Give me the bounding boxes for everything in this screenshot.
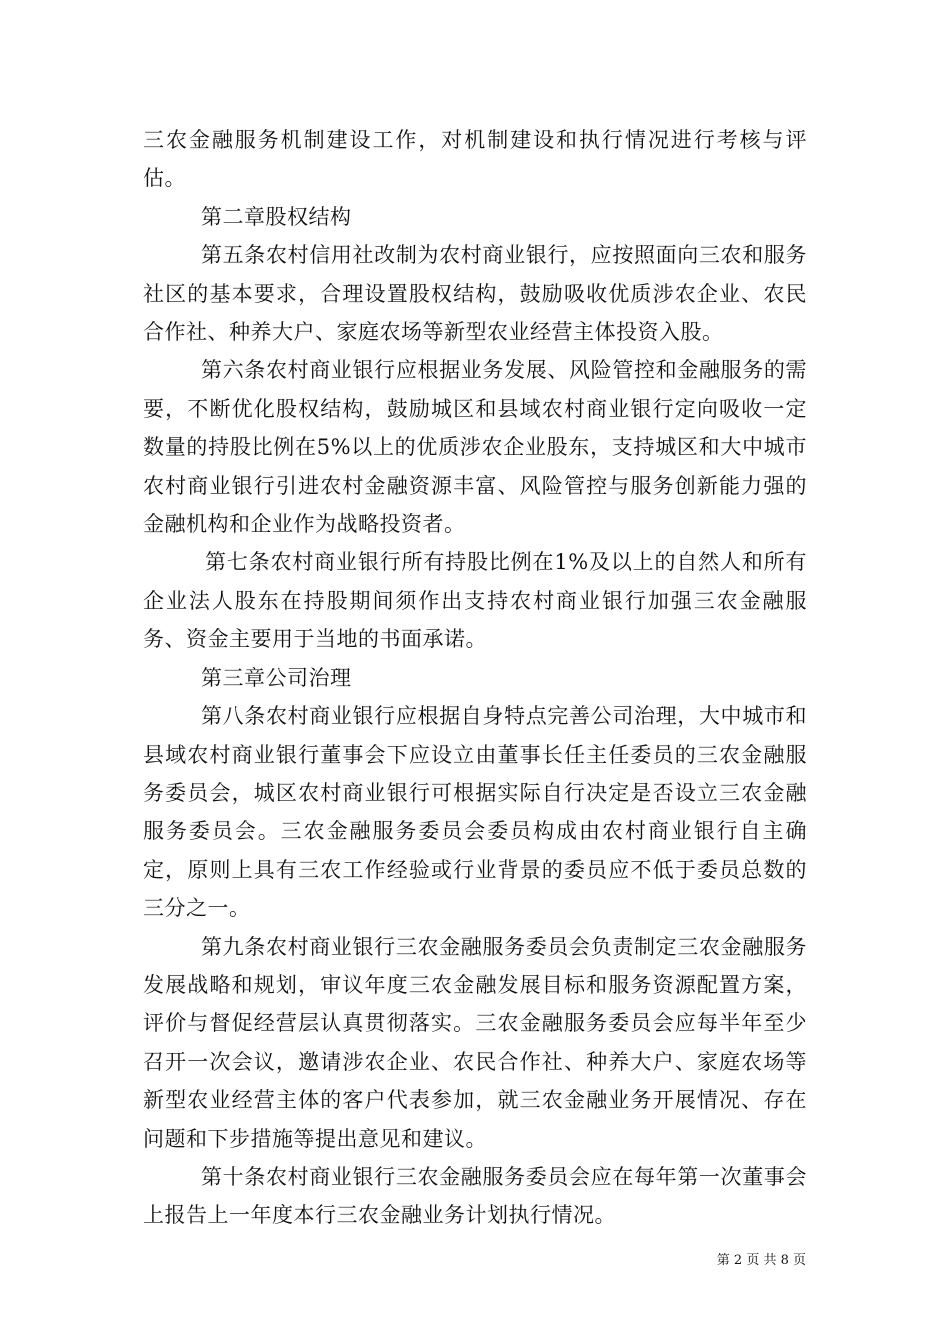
page-number-label: 第 2 页 共 8 页: [716, 1253, 806, 1268]
article-10-paragraph: 第十条农村商业银行三农金融服务委员会应在每年第一次董事会上报告上一年度本行三农金融业务计划执行情况。: [143, 1164, 807, 1228]
chapter-heading-3: 第三章公司治理: [201, 665, 352, 690]
article-7-paragraph: 第七条农村商业银行所有持股比例在1%及以上的自然人和所有企业法人股东在持股期间须作出支持农村商业银行加强三农金融服务、资金主要用于当地的书面承诺。: [143, 550, 807, 652]
article-9-paragraph: 第九条农村商业银行三农金融服务委员会负责制定三农金融服务发展战略和规划，审议年度三农金融发展目标和服务资源配置方案，评价与督促经营层认真贯彻落实。三农金融服务委员会应每半年至少召开一次会议，邀请涉农企业、农民合作社、种养大户、家庭农场等新型农业经营主体的客户代表参加，就三农金融业务开展情况、存在问题和下步措施等提出意见和建议。: [143, 934, 807, 1151]
paragraph-continuation: 三农金融服务机制建设工作，对机制建设和执行情况进行考核与评估。: [143, 128, 807, 191]
document-body: [143, 121, 807, 1235]
article-8-paragraph: 第八条农村商业银行应根据自身特点完善公司治理，大中城市和县域农村商业银行董事会下应设立由董事长任主任委员的三农金融服务委员会，城区农村商业银行可根据实际自行决定是否设立三农金融服务委员会。三农金融服务委员会委员构成由农村商业银行自主确定，原则上具有三农工作经验或行业背景的委员应不低于委员总数的三分之一。: [143, 704, 807, 921]
chapter-heading-2: 第二章股权结构: [201, 204, 352, 229]
article-6-paragraph: 第六条农村商业银行应根据业务发展、风险管控和金融服务的需要，不断优化股权结构，鼓励城区和县域农村商业银行定向吸收一定数量的持股比例在5%以上的优质涉农企业股东，支持城区和大中城市农村商业银行引进农村金融资源丰富、风险管控与服务创新能力强的金融机构和企业作为战略投资者。: [143, 358, 807, 537]
article-5-paragraph: 第五条农村信用社改制为农村商业银行，应按照面向三农和服务社区的基本要求，合理设置股权结构，鼓励吸收优质涉农企业、农民合作社、种养大户、家庭农场等新型农业经营主体投资入股。: [143, 243, 807, 345]
